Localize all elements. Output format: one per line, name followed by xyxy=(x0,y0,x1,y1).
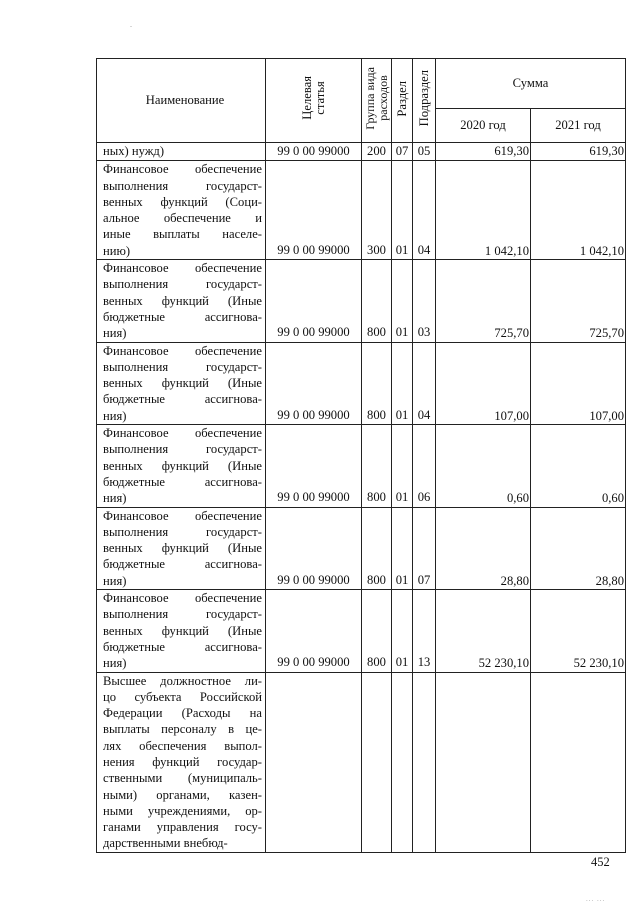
row-target-article: 99 0 00 99000 xyxy=(266,590,362,672)
row-sum-2021: 107,00 xyxy=(531,342,626,424)
table-row xyxy=(97,425,626,507)
row-name-line: альное обеспечение и xyxy=(103,211,262,226)
row-name xyxy=(97,507,266,589)
row-name-line: выполнения государст- xyxy=(103,277,262,292)
row-name-line: бюджетные ассигнова- xyxy=(103,639,262,654)
table-row xyxy=(97,672,626,852)
row-name-line: выполнения государст- xyxy=(103,607,262,622)
row-sum-2021: 52 230,10 xyxy=(531,590,626,672)
row-name-line: Финансовое обеспечение xyxy=(103,343,262,358)
row-name-line: ными учреждениями, ор- xyxy=(103,803,262,818)
row-expense-group: 200 xyxy=(362,143,392,161)
row-sum-2020: 28,80 xyxy=(436,507,531,589)
row-sum-2020: 107,00 xyxy=(436,342,531,424)
row-sum-2020: 52 230,10 xyxy=(436,590,531,672)
row-sum-2020: 619,30 xyxy=(436,143,531,161)
row-name-line: ных) нужд) xyxy=(103,144,165,158)
row-name-line: Финансовое обеспечение xyxy=(103,508,262,523)
row-sum-2021: 725,70 xyxy=(531,260,626,342)
row-name-line: ственными (муниципаль- xyxy=(103,771,262,786)
row-expense-group: 800 xyxy=(362,590,392,672)
row-name-line: ния) xyxy=(103,656,127,671)
row-name-line: Федерации (Расходы на xyxy=(103,706,262,721)
row-name-line: ными) органами, казен- xyxy=(103,787,262,802)
row-target-article: 99 0 00 99000 xyxy=(266,425,362,507)
row-name-line: выполнения государст- xyxy=(103,524,262,539)
row-name-line: Финансовое обеспечение xyxy=(103,261,262,276)
row-name-line: Финансовое обеспечение xyxy=(103,426,262,441)
header-expense-group: Группа вида расходов xyxy=(362,59,392,143)
row-name-line: Финансовое обеспечение xyxy=(103,591,262,606)
row-subsection: 05 xyxy=(413,143,436,161)
row-section: 01 xyxy=(392,342,413,424)
row-sum-2021 xyxy=(531,672,626,852)
table-row xyxy=(97,342,626,424)
row-section: 01 xyxy=(392,590,413,672)
row-name-line: нию) xyxy=(103,243,131,258)
row-subsection: 13 xyxy=(413,590,436,672)
row-name-line: цо субъекта Российской xyxy=(103,689,262,704)
row-sum-2021: 619,30 xyxy=(531,143,626,161)
row-subsection: 03 xyxy=(413,260,436,342)
row-section: 01 xyxy=(392,260,413,342)
row-name-line: иные выплаты населе- xyxy=(103,227,262,242)
row-name-line: бюджетные ассигнова- xyxy=(103,557,262,572)
row-name-line: нения функций государ- xyxy=(103,754,262,769)
row-target-article: 99 0 00 99000 xyxy=(266,143,362,161)
row-subsection: 06 xyxy=(413,425,436,507)
row-name-line: ния) xyxy=(103,491,127,506)
row-target-article: 99 0 00 99000 xyxy=(266,507,362,589)
row-name xyxy=(97,143,266,161)
row-target-article: 99 0 00 99000 xyxy=(266,161,362,260)
row-sum-2020: 1 042,10 xyxy=(436,161,531,260)
row-subsection: 04 xyxy=(413,342,436,424)
row-expense-group: 800 xyxy=(362,425,392,507)
row-name-line: венных функций (Иные xyxy=(103,376,262,391)
table-body xyxy=(97,143,626,853)
table-row xyxy=(97,507,626,589)
row-subsection: 04 xyxy=(413,161,436,260)
table-row xyxy=(97,260,626,342)
row-name-line: венных функций (Иные xyxy=(103,458,262,473)
row-subsection: 07 xyxy=(413,507,436,589)
row-expense-group: 800 xyxy=(362,260,392,342)
header-subsection: Подраздел xyxy=(413,59,436,143)
row-sum-2021: 28,80 xyxy=(531,507,626,589)
row-section: 07 xyxy=(392,143,413,161)
row-name-line: выполнения государст- xyxy=(103,178,262,193)
header-sum: Сумма xyxy=(436,59,626,109)
row-expense-group: 300 xyxy=(362,161,392,260)
row-sum-2020 xyxy=(436,672,531,852)
header-name: Наименование xyxy=(97,59,266,143)
header-section: Раздел xyxy=(392,59,413,143)
header-year-2020: 2020 год xyxy=(436,109,531,143)
scan-mark: . xyxy=(130,20,132,29)
table-row xyxy=(97,161,626,260)
row-section xyxy=(392,672,413,852)
row-sum-2020: 0,60 xyxy=(436,425,531,507)
row-name-line: Высшее должностное ли- xyxy=(103,673,262,688)
row-target-article: 99 0 00 99000 xyxy=(266,342,362,424)
row-target-article xyxy=(266,672,362,852)
row-name-line: ганами управления госу- xyxy=(103,820,262,835)
row-name-line: венных функций (Иные xyxy=(103,293,262,308)
row-target-article: 99 0 00 99000 xyxy=(266,260,362,342)
row-name xyxy=(97,590,266,672)
row-name-line: лях обеспечения выпол- xyxy=(103,738,262,753)
row-name-line: венных функций (Иные xyxy=(103,541,262,556)
table-row xyxy=(97,143,626,161)
row-expense-group: 800 xyxy=(362,342,392,424)
row-name-line: ния) xyxy=(103,326,127,341)
page-number: 452 xyxy=(591,855,610,869)
row-name xyxy=(97,161,266,260)
row-section: 01 xyxy=(392,507,413,589)
row-name xyxy=(97,672,266,852)
row-sum-2021: 0,60 xyxy=(531,425,626,507)
row-sum-2020: 725,70 xyxy=(436,260,531,342)
row-name-line: венных функций (Соци- xyxy=(103,194,262,209)
row-name-line: ния) xyxy=(103,573,127,588)
row-name-line: выполнения государст- xyxy=(103,359,262,374)
row-name xyxy=(97,260,266,342)
row-expense-group: 800 xyxy=(362,507,392,589)
row-name-line: бюджетные ассигнова- xyxy=(103,474,262,489)
row-section: 01 xyxy=(392,425,413,507)
row-name-line: венных функций (Иные xyxy=(103,623,262,638)
row-section: 01 xyxy=(392,161,413,260)
row-sum-2021: 1 042,10 xyxy=(531,161,626,260)
header-year-2021: 2021 год xyxy=(531,109,626,143)
row-name-line: ния) xyxy=(103,408,127,423)
scan-corner-mark: ... ... xyxy=(586,895,606,903)
budget-table xyxy=(96,58,626,853)
row-name-line: Финансовое обеспечение xyxy=(103,162,262,177)
row-subsection xyxy=(413,672,436,852)
row-name-line: выполнения государст- xyxy=(103,442,262,457)
row-expense-group xyxy=(362,672,392,852)
row-name-line: дарственными внебюд- xyxy=(103,836,228,851)
table-row xyxy=(97,590,626,672)
row-name-line: выплаты персоналу в це- xyxy=(103,722,262,737)
row-name-line: бюджетные ассигнова- xyxy=(103,309,262,324)
row-name-line: бюджетные ассигнова- xyxy=(103,392,262,407)
row-name xyxy=(97,342,266,424)
row-name xyxy=(97,425,266,507)
header-target-article: Целевая статья xyxy=(266,59,362,143)
